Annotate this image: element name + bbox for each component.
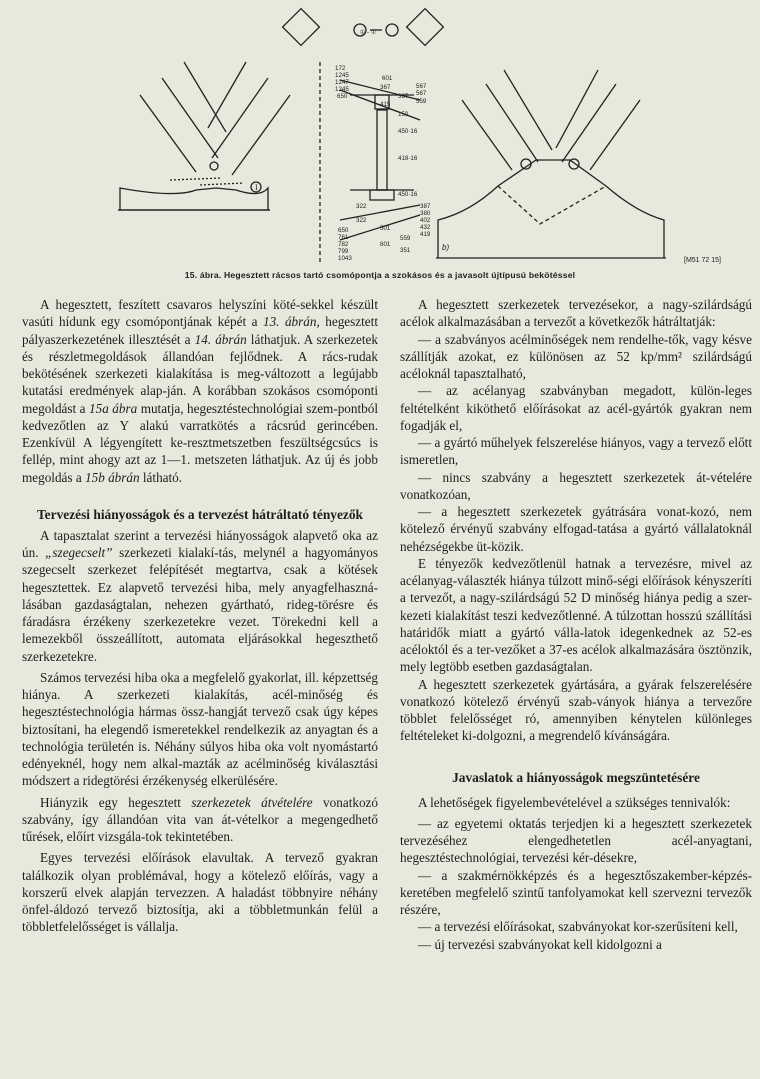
dim-label: 450·16 — [398, 191, 418, 198]
section-marker-right — [407, 9, 444, 46]
figure-caption: 15. ábra. Hegesztett rácsos tartó csomópontja a szokásos és a javasolt újtípusú bekötéssel — [184, 270, 576, 280]
dim-label: 351 — [400, 247, 411, 254]
dim-label: 559 — [400, 235, 411, 242]
dim-label: 799 — [338, 248, 349, 255]
dim-label: 387 — [420, 203, 431, 210]
dim-label: 172 — [335, 65, 346, 72]
dim-label: 559 — [416, 98, 427, 105]
dim-label: 402 — [420, 217, 431, 224]
dim-label: 601 — [382, 75, 393, 82]
figure-ref: [M51 72 15] — [684, 257, 721, 264]
label-b: b) — [442, 243, 450, 252]
dim-label: 432 — [420, 224, 431, 231]
paragraph: A lehetőségek figyelembevételével a szükséges tennivalók: — [418, 794, 731, 810]
section-heading: Javaslatok a hiányosságok megszüntetésére — [452, 769, 700, 785]
dim-label: 322 — [356, 217, 367, 224]
dim-label: 567 — [416, 90, 427, 97]
list-item: — nincs szabvány a hegesztett szerkezetek át-vételére vonatkozóan, — [400, 469, 752, 502]
list-item: — a szakmérnökképzés és a hegesztőszakember-képzés-keretében megfelelő szintű tanfolyamokat kell szervezni tervezők részére, — [400, 867, 752, 917]
dim-label: 450·16 — [398, 128, 418, 135]
list-item: — a tervezési előírásokat, szabványokat kor-szerűsíteni kell, — [418, 919, 738, 935]
dim-label: 418·16 — [398, 155, 418, 162]
list-item: — új tervezési szabványokat kell kidolgozni a — [418, 936, 662, 952]
list-item: — a szabványos acélminőségek nem rendelhe-tők, vagy késve szállítják azokat, ez különösen az 52 kp/mm² szilárdságú acéloknál tapasztalható, — [400, 331, 752, 381]
paragraph: A tapasztalat szerint a tervezési hiányosságok alapvető oka az ún. „szegecselt” szerkezeti kialakí-tás, melynél a hagyományos szegecselt szerkezet felépítését megtartva, csak a kötések hegesztettek. Ez alapvető tervezési hiba, mely anyagfelhaszná-lásában gazdaságtalan, nehezen gyártható, rideg-törésre és fáradásra érzékeny szerkezetekre vezet. Törekedni kell a lemezekből összeállított, automata eljárásokkal hegeszthető szerkezetekre. — [22, 527, 379, 664]
section-heading: Tervezési hiányosságok és a tervezést hátráltató tényezők — [36, 506, 364, 522]
dim-label: 501 — [380, 225, 391, 232]
dim-label: 1245 — [335, 72, 349, 79]
dim-label: 1043 — [338, 255, 352, 262]
dim-label: 367 — [380, 84, 391, 91]
dim-label: 782 — [338, 241, 349, 248]
paragraph: A hegesztett szerkezetek tervezésekor, a nagy-szilárdságú acélok alkalmazásában a tervezőt a következők hátráltatják: — [400, 297, 752, 330]
list-item: — az egyetemi oktatás terjedjen ki a hegesztett szerkezetek tervezéséhez elengedhetetlen acél-anyagtani, hegesztéstechnológiai, tervezési kér-désekre, — [400, 815, 752, 866]
paragraph: Egyes tervezési előírások elavultak. A tervező gyakran találkozik olyan problémával, hogy a kötelező előírás, vagy a korszerű elvek alapján tervezzen. A haladást többnyire néhány önfel-áldozó tervező biztosítja, aki a többletmunkán felül a többletfelelősséget is vállalja. — [22, 850, 378, 935]
list-item: — a gyártó műhelyek felszerelése hiányos, vagy a tervező előtt ismeretlen, — [400, 435, 752, 468]
dim-label: 1245 — [335, 86, 349, 93]
label-one: I — [255, 183, 258, 192]
section-marker-left — [283, 9, 320, 46]
section-label: ① - ① — [359, 29, 377, 36]
dim-label: 801 — [380, 241, 391, 248]
dim-label: 150 — [398, 111, 409, 118]
dim-label: 380 — [420, 210, 431, 217]
detail-b — [436, 70, 666, 258]
paragraph: A hegesztett, feszített csavaros helyszíni köté-sekkel készült vasúti hídunk egy csomópontjának képét a 13. ábrán, hegesztett pályaszerkezetének illesztését a 14. ábrán láthatjuk. A szerkezetek és részletmegoldások állandóan fejlődnek. A rács-rudak bekötésének szerkezeti kialakítása is meg-változott a legújabb kutatási eredmények alap-ján. A korábban szokásos csomóponti megoldást a 15a ábra mutatja, hegesztéstechnológiai szem-pontból kedvezőtlen az Y alakú varratkötés a rácsrúd gerincében. Ezenkívül A légyengített ke-resztmetszetben feszültségcsúcs is fellép, mint ahogy azt az 1—1. metszeten láthatjuk. Az új és jobb megoldás a 15b ábrán látható. — [22, 297, 379, 485]
paragraph: E tényezők kedvezőtlenül hatnak a tervezésre, mivel az acélanyag-választék hiánya túlzott minő-ségi előírások kényszeríti a tervezőt, a nagy-szilárdságú 52 D minőség hiánya pedig a szer-kezeti kialakítást teszi kedvezőtlenné. A túlzottan hosszú szállítási határidők miatt a gyártó válla-latok idegenkednek az 52-es acéloktól és a ter-vezőket a 37-es acélok alkalmazására ösztönzik, mely legtöbb esetben gazdaságtalan. — [400, 555, 752, 675]
dim-label: 322 — [356, 203, 367, 210]
paragraph: A hegesztett szerkezetek gyártására, a gyárak felszerelésére vonatkozó kötelező érvényű szab-ványok hiánya a tervezőre többlet felelősséget ró, amennyiben kénytelen különleges feltételeket ki-dolgozni, a megrendelő kívánságára. — [400, 676, 752, 744]
list-item: — a hegesztett szerkezetek gyátrására vonat-kozó, nem kötelező érvényű szabvány elfogad-tatása a gyártó vállalatoknál nehézségekbe üt-közik. — [400, 504, 752, 554]
dim-label: 650 — [337, 93, 348, 100]
detail-a — [118, 62, 290, 210]
figure-drawing — [0, 0, 760, 268]
left-column — [22, 296, 378, 936]
dim-label: 761 — [338, 234, 349, 241]
list-item: — az acélanyag szabványban megadott, külön-leges feltételként kiköthető előírásokat az acél-gyártók gyakran nem fogadják el, — [400, 383, 752, 433]
paragraph: Hiányzik egy hegesztett szerkezetek átvételére vonatkozó szabvány, így állandóan vita van át-vételkor a megengedhető tűrések, előírt vizsgála-tok tekintetében. — [22, 794, 378, 844]
figure-15 — [0, 0, 760, 268]
right-column — [400, 296, 752, 953]
dim-label: 1247 — [335, 79, 349, 86]
dim-label: 650 — [338, 227, 349, 234]
paragraph: Számos tervezési hiba oka a megfelelő gyakorlat, ill. képzettség hiánya. A szerkezeti kialakítás, acél-minőség és hegesztéstechnológia hármas össz-hangját tervező csak úgy képes biztosítani, ha elegendő ismeretekkel rendelkezik az anyagtan és a technológia területén is. Néhány súlyos hiba oka volt nyomástartó edényeknél, hogy nem alkal-mazták az acélminőség kiválasztási módszert a ridegtörési érzékenység elkerülésére. — [22, 669, 378, 789]
dim-label: 415 — [380, 101, 391, 108]
dim-label: 567 — [416, 83, 427, 90]
dim-label: 419 — [420, 231, 431, 238]
dim-label: 367 — [398, 93, 409, 100]
